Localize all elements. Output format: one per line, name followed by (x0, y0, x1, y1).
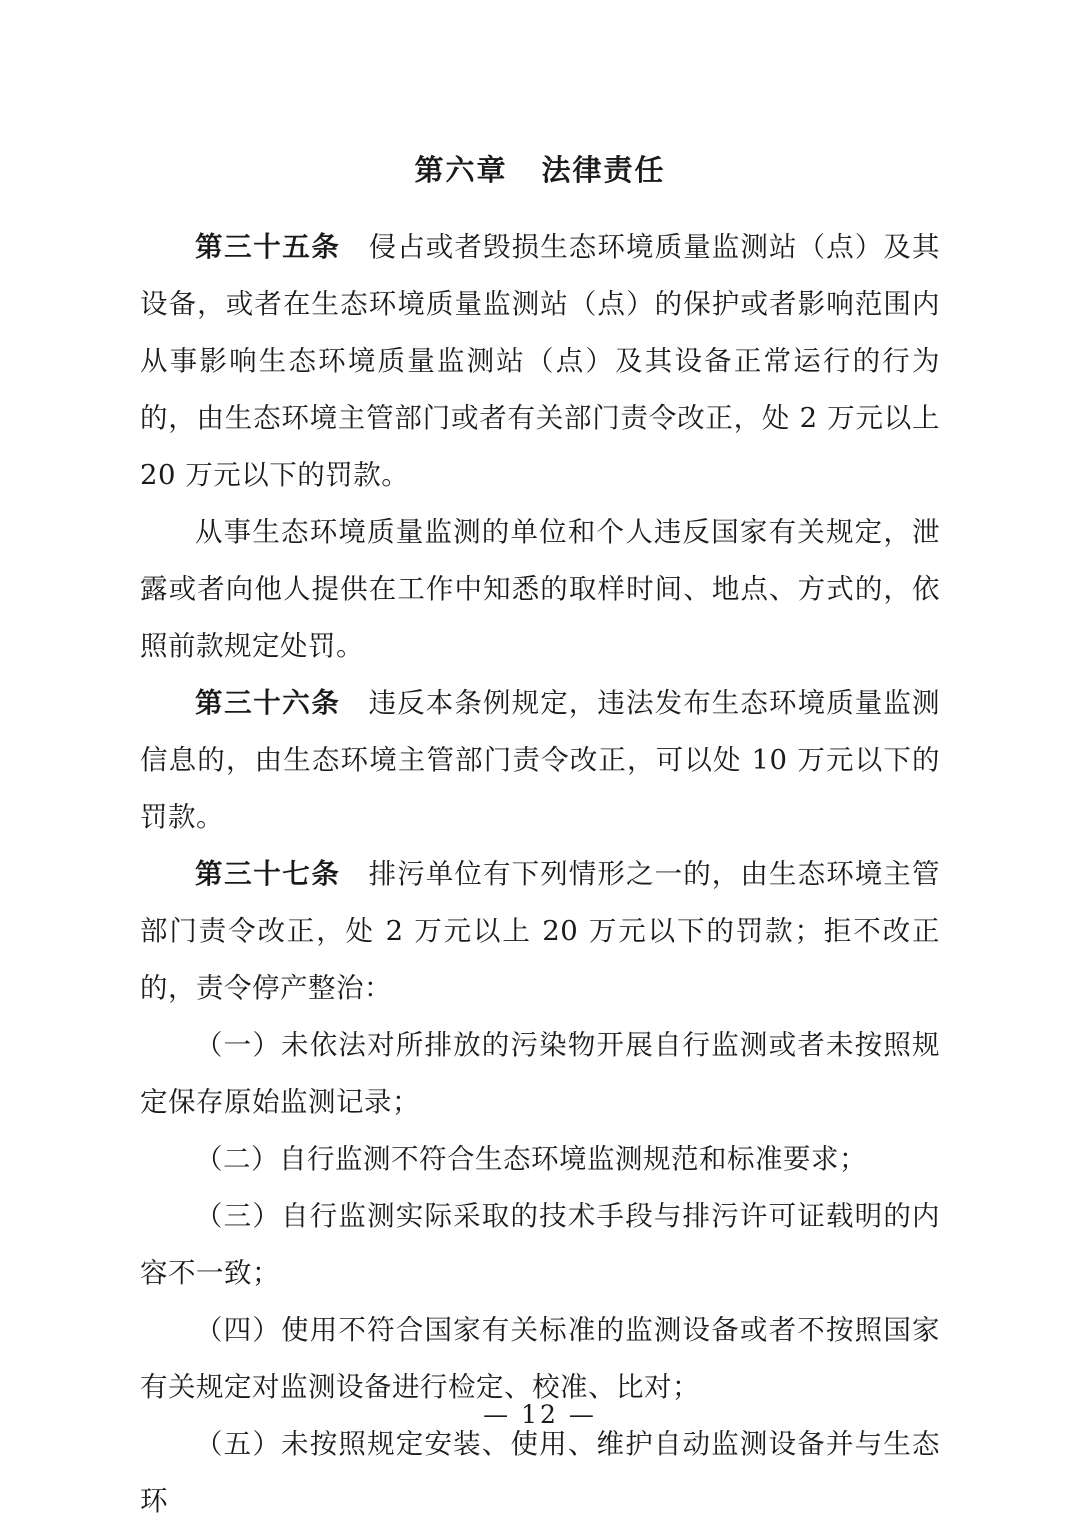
chapter-title-left: 第六章 (414, 153, 508, 187)
article-label-37: 第三十七条 (195, 858, 341, 890)
chapter-title-right: 法律责任 (541, 153, 666, 187)
page-number: 12 (521, 1400, 559, 1429)
paragraph-text: （五）未按照规定安装、使用、维护自动监测设备并与生态环 (140, 1428, 940, 1517)
paragraph-item-3 (140, 1188, 940, 1302)
paragraph-article-36 (140, 675, 940, 846)
paragraph-article-35-p1 (140, 219, 940, 504)
paragraph-text: （三）自行监测实际采取的技术手段与排污许可证载明的内容不一致； (140, 1200, 940, 1289)
paragraph-article-35-p2 (140, 504, 940, 675)
paragraph-text: （一）未依法对所排放的污染物开展自行监测或者未按照规定保存原始监测记录； (140, 1029, 940, 1118)
paragraph-item-5 (140, 1416, 940, 1530)
paragraph-text: 违反本条例规定，违法发布生态环境质量监测信息的，由生态环境主管部门责令改正，可以处 10 万元以下的罚款。 (140, 687, 940, 833)
article-label-35: 第三十五条 (195, 231, 341, 263)
article-label-36: 第三十六条 (195, 687, 341, 719)
paragraph-text: 从事生态环境质量监测的单位和个人违反国家有关规定，泄露或者向他人提供在工作中知悉的取样时间、地点、方式的，依照前款规定处罚。 (140, 516, 940, 662)
chapter-title (140, 148, 940, 189)
paragraph-text: （二）自行监测不符合生态环境监测规范和标准要求； (195, 1143, 867, 1175)
paragraph-article-37 (140, 846, 940, 1017)
paragraph-item-4 (140, 1302, 940, 1416)
page-footer (0, 1400, 1080, 1429)
paragraph-item-1 (140, 1017, 940, 1131)
paragraph-text: 侵占或者毁损生态环境质量监测站（点）及其设备，或者在生态环境质量监测站（点）的保护或者影响范围内从事影响生态环境质量监测站（点）及其设备正常运行的行为的，由生态环境主管部门或者有关部门责令改正，处 2 万元以上 20 万元以下的罚款。 (140, 231, 940, 491)
footer-dash-right: — (568, 1400, 597, 1429)
paragraph-text: 排污单位有下列情形之一的，由生态环境主管部门责令改正，处 2 万元以上 20 万元以下的罚款；拒不改正的，责令停产整治： (140, 858, 940, 1004)
footer-dash-left: — (483, 1400, 512, 1429)
paragraph-text: （四）使用不符合国家有关标准的监测设备或者不按照国家有关规定对监测设备进行检定、校准、比对； (140, 1314, 940, 1403)
paragraph-item-2 (140, 1131, 940, 1188)
